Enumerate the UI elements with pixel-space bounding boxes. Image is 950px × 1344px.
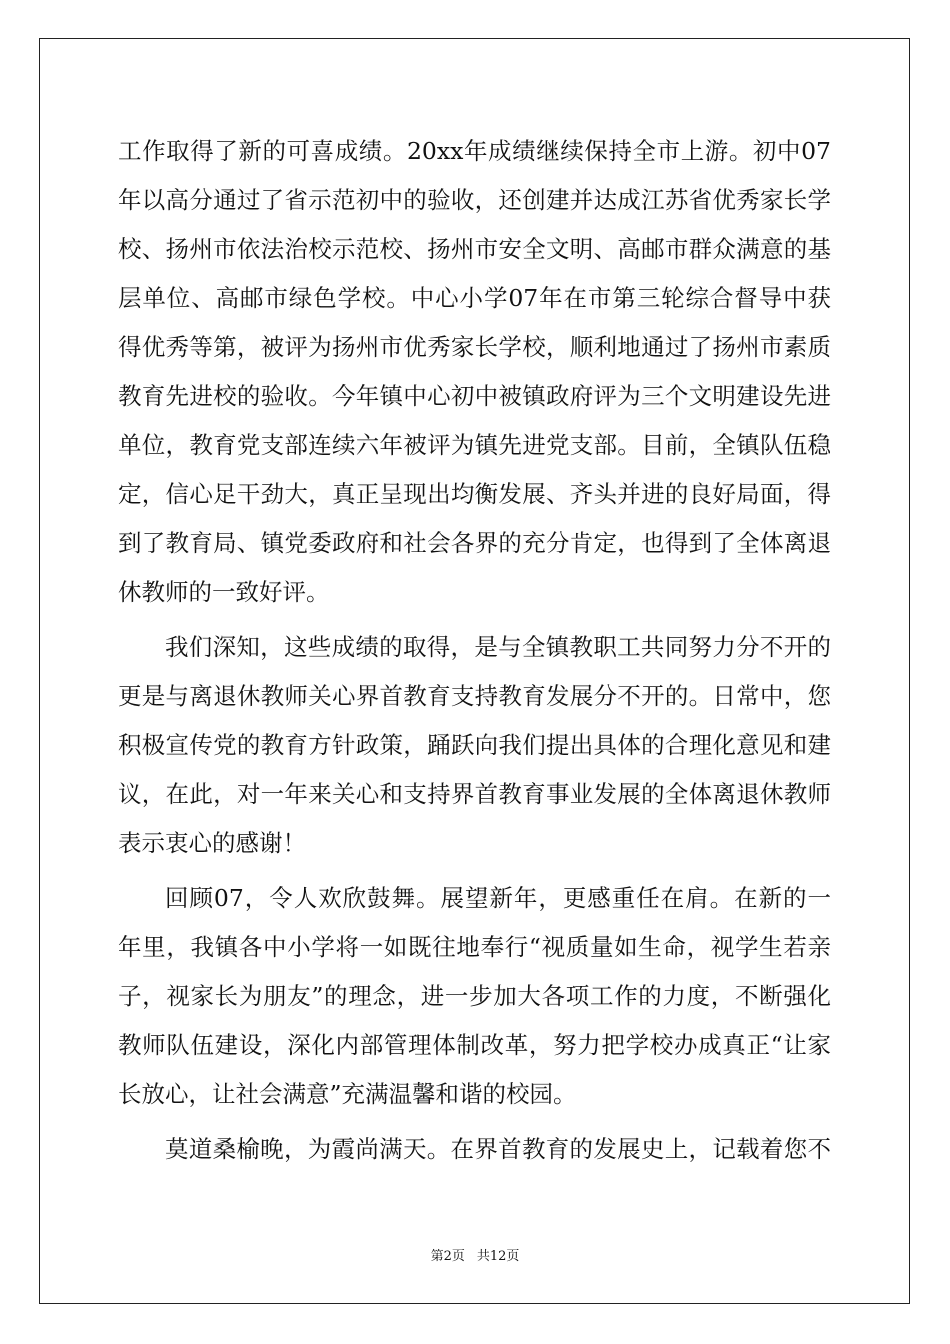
text-line: 积极宣传党的教育方针政策，踊跃向我们提出具体的合理化意见和建: [118, 731, 831, 759]
text-line: 教师队伍建设，深化内部管理体制改革，努力把学校办成真正“让家: [118, 1031, 831, 1059]
text-line: 长放心，让社会满意”充满温馨和谐的校园。: [118, 1080, 577, 1108]
text-line: 定，信心足干劲大，真正呈现出均衡发展、齐头并进的良好局面，得: [118, 480, 831, 508]
text-line: 得优秀等第，被评为扬州市优秀家长学校，顺利地通过了扬州市素质: [118, 333, 831, 361]
text-line: 年里，我镇各中小学将一如既往地奉行“视质量如生命，视学生若亲: [118, 933, 831, 961]
text-line: 到了教育局、镇党委政府和社会各界的充分肯定，也得到了全体离退: [118, 529, 831, 557]
text-line: 年以高分通过了省示范初中的验收，还创建并达成江苏省优秀家长学: [118, 186, 831, 214]
page-border: [39, 38, 910, 1304]
text-line: 休教师的一致好评。: [118, 578, 330, 606]
text-line: 议，在此，对一年来关心和支持界首教育事业发展的全体离退休教师: [118, 780, 831, 808]
text-line: 更是与离退休教师关心界首教育支持教育发展分不开的。日常中，您: [118, 682, 831, 710]
text-line: 表示衷心的感谢！: [118, 829, 306, 857]
text-line: 层单位、高邮市绿色学校。中心小学07年在市第三轮综合督导中获: [118, 284, 831, 312]
paragraph-first-line: 莫道桑榆晚，为霞尚满天。在界首教育的发展史上，记载着您不: [165, 1135, 831, 1163]
text-line: 单位，教育党支部连续六年被评为镇先进党支部。目前，全镇队伍稳: [118, 431, 831, 459]
text-line: 子，视家长为朋友”的理念，进一步加大各项工作的力度，不断强化: [118, 982, 831, 1010]
text-line: 教育先进校的验收。今年镇中心初中被镇政府评为三个文明建设先进: [118, 382, 831, 410]
paragraph-first-line: 回顾07，令人欢欣鼓舞。展望新年，更感重任在肩。在新的一: [165, 884, 831, 912]
paragraph-first-line: 我们深知，这些成绩的取得，是与全镇教职工共同努力分不开的: [165, 633, 831, 661]
text-line: 工作取得了新的可喜成绩。20xx年成绩继续保持全市上游。初中07: [118, 137, 831, 165]
page-total: 共12页: [476, 1249, 520, 1264]
text-line: 校、扬州市依法治校示范校、扬州市安全文明、高邮市群众满意的基: [118, 235, 831, 263]
page-footer: [0, 1248, 950, 1266]
page-number: 第2页: [430, 1249, 465, 1264]
